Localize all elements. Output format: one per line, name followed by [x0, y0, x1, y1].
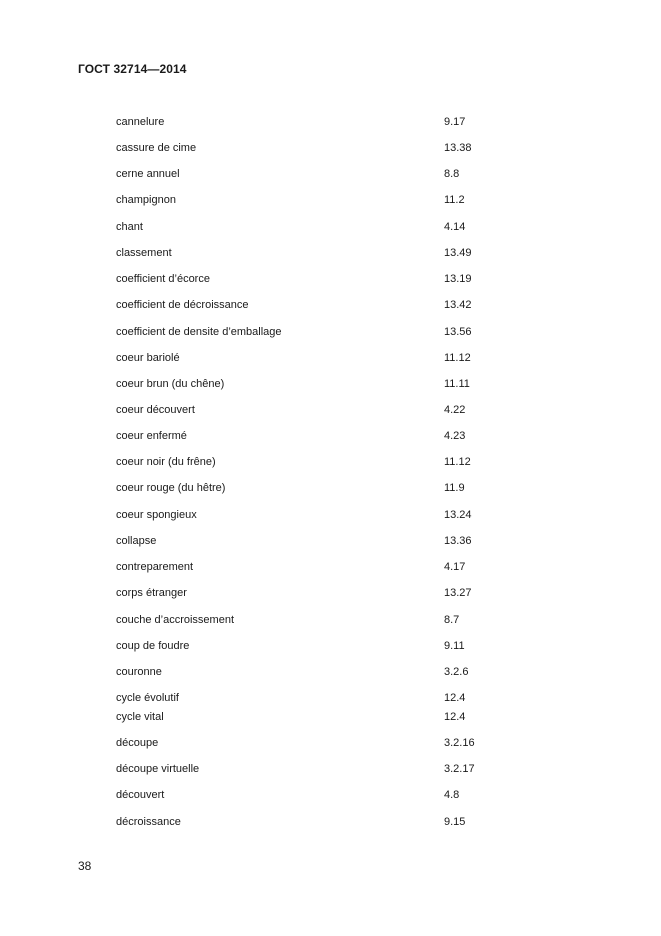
index-entry	[0, 166, 661, 182]
index-entry	[0, 814, 661, 830]
index-entry	[0, 428, 661, 444]
index-reference: 3.2.6	[444, 666, 469, 678]
index-term: coeur brun (du chêne)	[116, 378, 225, 390]
index-term: décroissance	[116, 816, 181, 828]
index-reference: 3.2.17	[444, 763, 475, 775]
index-reference: 4.17	[444, 561, 466, 573]
index-entry	[0, 585, 661, 601]
index-term: coup de foudre	[116, 640, 190, 652]
index-reference: 11.11	[444, 378, 470, 390]
index-term: coeur rouge (du hêtre)	[116, 482, 226, 494]
index-reference: 13.27	[444, 587, 472, 599]
index-term: coeur bariolé	[116, 352, 180, 364]
index-term: découpe	[116, 737, 159, 749]
page-number: 38	[78, 859, 92, 873]
index-reference: 13.49	[444, 247, 472, 259]
index-reference: 4.14	[444, 221, 466, 233]
index-term: corps étranger	[116, 587, 187, 599]
index-reference: 11.12	[444, 456, 471, 468]
index-term: coeur noir (du frêne)	[116, 456, 216, 468]
index-entry	[0, 219, 661, 235]
index-reference: 8.7	[444, 614, 460, 626]
index-reference: 8.8	[444, 168, 460, 180]
index-entry	[0, 271, 661, 287]
index-reference: 13.24	[444, 509, 472, 521]
index-reference: 4.23	[444, 430, 466, 442]
index-entry	[0, 690, 661, 706]
index-entry	[0, 612, 661, 628]
index-entry	[0, 638, 661, 654]
index-term: couronne	[116, 666, 162, 678]
index-entry	[0, 709, 661, 725]
index-entry	[0, 245, 661, 261]
index-entry	[0, 735, 661, 751]
index-term: cassure de cime	[116, 142, 197, 154]
index-reference: 9.17	[444, 116, 466, 128]
index-entry	[0, 192, 661, 208]
index-entry	[0, 507, 661, 523]
index-term: coeur découvert	[116, 404, 195, 416]
index-reference: 12.4	[444, 692, 466, 704]
index-term: coeur enfermé	[116, 430, 187, 442]
index-term: cerne annuel	[116, 168, 180, 180]
index-term: découvert	[116, 789, 165, 801]
index-reference: 9.11	[444, 640, 465, 652]
index-term: couche d’accroissement	[116, 614, 235, 626]
index-entry	[0, 114, 661, 130]
index-reference: 13.42	[444, 299, 472, 311]
index-reference: 11.9	[444, 482, 465, 494]
index-term: cycle évolutif	[116, 692, 179, 704]
index-reference: 11.2	[444, 194, 465, 206]
index-entry	[0, 350, 661, 366]
index-entry	[0, 454, 661, 470]
index-entry	[0, 787, 661, 803]
index-entry	[0, 297, 661, 313]
index-term: champignon	[116, 194, 176, 206]
index-entry	[0, 664, 661, 680]
index-entry	[0, 402, 661, 418]
index-reference: 13.56	[444, 326, 472, 338]
document-header: ГОСТ 32714—2014	[78, 62, 187, 76]
index-term: découpe virtuelle	[116, 763, 200, 775]
index-reference: 4.22	[444, 404, 466, 416]
index-reference: 13.19	[444, 273, 472, 285]
index-term: cannelure	[116, 116, 165, 128]
index-entry	[0, 761, 661, 777]
index-term: collapse	[116, 535, 157, 547]
index-reference: 13.38	[444, 142, 472, 154]
index-reference: 11.12	[444, 352, 471, 364]
index-entry	[0, 140, 661, 156]
index-reference: 3.2.16	[444, 737, 475, 749]
index-term: coeur spongieux	[116, 509, 197, 521]
index-term: classement	[116, 247, 172, 259]
index-term: contreparement	[116, 561, 194, 573]
index-reference: 13.36	[444, 535, 472, 547]
index-reference: 12.4	[444, 711, 466, 723]
index-entry	[0, 376, 661, 392]
index-entry	[0, 324, 661, 340]
index-entry	[0, 559, 661, 575]
index-term: coefficient d’écorce	[116, 273, 210, 285]
index-entry	[0, 533, 661, 549]
index-term: chant	[116, 221, 143, 233]
index-reference: 9.15	[444, 816, 466, 828]
index-term: coefficient de décroissance	[116, 299, 249, 311]
index-entry	[0, 480, 661, 496]
index-reference: 4.8	[444, 789, 460, 801]
index-term: cycle vital	[116, 711, 164, 723]
index-term: coefficient de densite d’emballage	[116, 326, 282, 338]
